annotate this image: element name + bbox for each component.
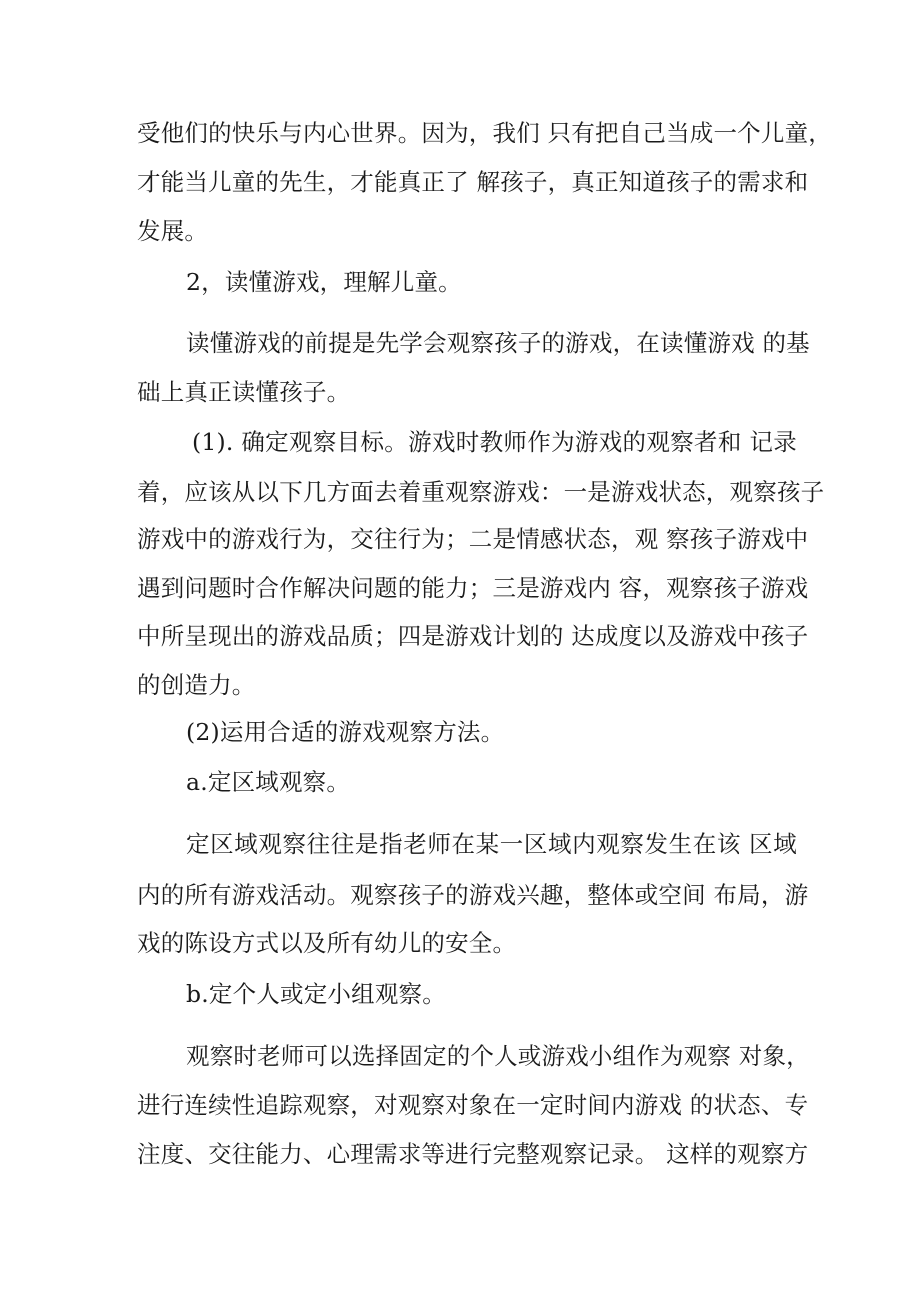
section-heading-2: 2，读懂游戏，理解儿童。 (186, 268, 462, 296)
text-line-20: 进行连续性追踪观察，对观察对象在一定时间内游戏 的状态、专 (137, 1091, 809, 1119)
text-line-11: 中所呈现出的游戏品质；四是游戏计划的 达成度以及游戏中孩子 (137, 622, 809, 650)
method-heading-b: b.定个人或定小组观察。 (186, 980, 446, 1008)
text-line-3: 发展。 (137, 217, 209, 245)
text-line-9: 游戏中的游戏行为，交往行为；二是情感状态，观 察孩子游戏中 (137, 525, 809, 553)
subheading-1: (1). 确定观察目标。游戏时教师作为游戏的观察者和 记录 (192, 428, 797, 456)
text-line-17: 戏的陈设方式以及所有幼儿的安全。 (137, 929, 517, 957)
text-line-21: 注度、交往能力、心理需求等进行完整观察记录。 这样的观察方 (137, 1140, 809, 1168)
text-line-16: 内的所有游戏活动。观察孩子的游戏兴趣，整体或空间 布局，游 (137, 881, 809, 909)
text-line-12: 的创造力。 (137, 671, 256, 699)
text-line-2: 才能当儿童的先生，才能真正了 解孩子，真正知道孩子的需求和 (137, 168, 809, 196)
text-line-1: 受他们的快乐与内心世界。因为，我们 只有把自己当成一个儿童， (137, 119, 832, 147)
text-line-15: 定区域观察往往是指老师在某一区域内观察发生在该 区域 (186, 830, 797, 858)
text-line-19: 观察时老师可以选择固定的个人或游戏小组作为观察 对象， (186, 1042, 810, 1070)
text-line-5: 读懂游戏的前提是先学会观察孩子的游戏，在读懂游戏 的基 (186, 329, 810, 357)
text-line-6: 础上真正读懂孩子。 (137, 378, 351, 406)
subheading-2: (2)运用合适的游戏观察方法。 (186, 718, 505, 746)
method-heading-a: a.定区域观察。 (186, 768, 351, 796)
text-line-10: 遇到问题时合作解决问题的能力；三是游戏内 容，观察孩子游戏 (137, 574, 809, 602)
text-line-8: 着，应该从以下几方面去着重观察游戏：一是游戏状态，观察孩子 (137, 478, 825, 506)
